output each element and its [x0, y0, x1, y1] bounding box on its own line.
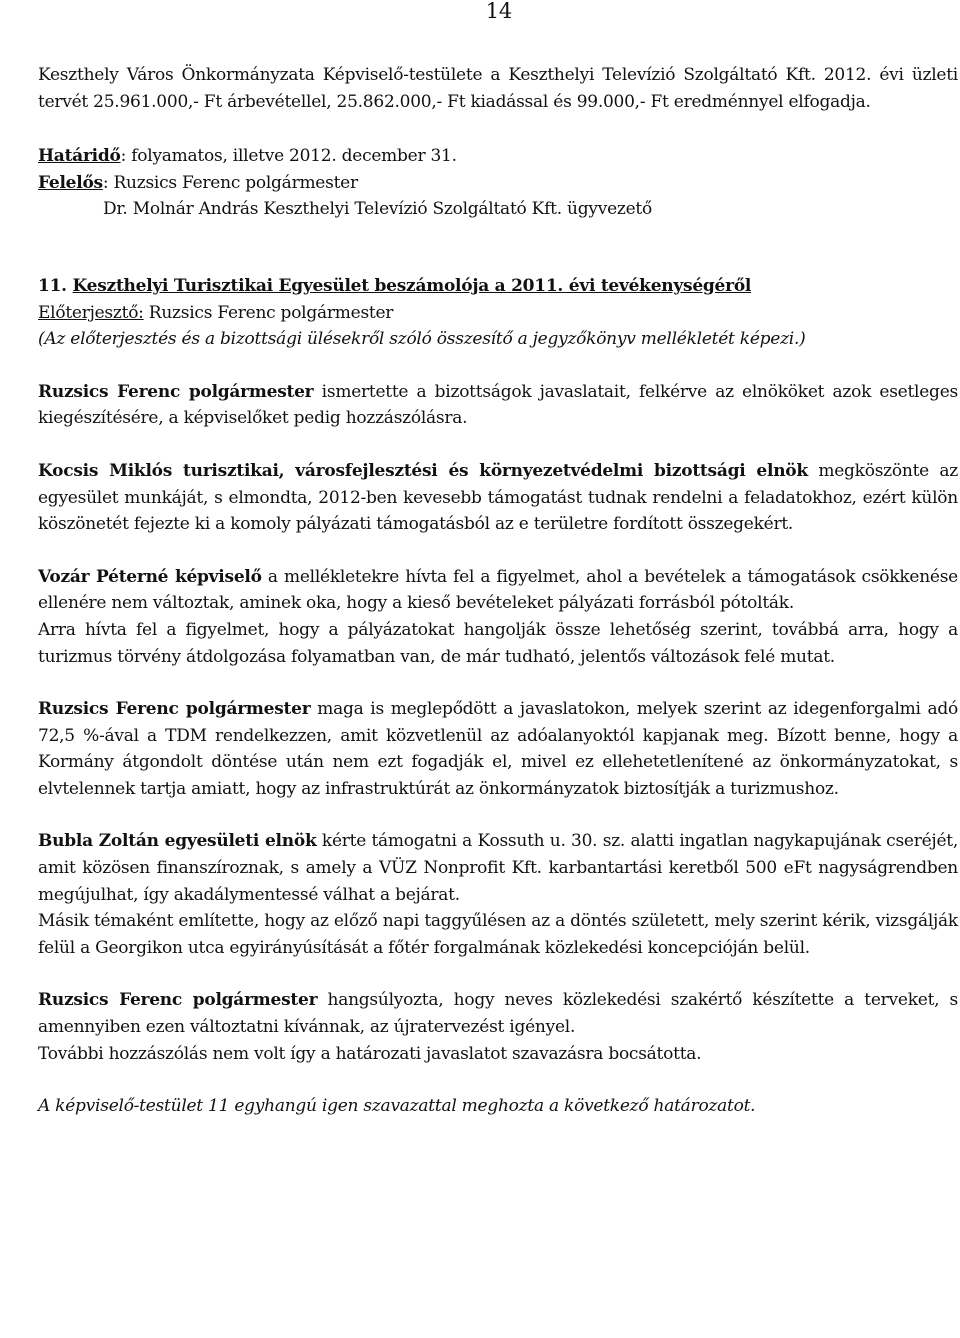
paragraph-text: megköszönte az egyesület munkáját, s elmondta, 2012-ben kevesebb támogatást tudnak rendelni a feladatokhoz, ezért külön köszönetét fejezte ki a komoly pályázati támogatásból az e területre fordított összegekért.	[38, 460, 958, 535]
paragraph-2	[38, 458, 958, 538]
paragraph-3-continuation: Arra hívta fel a figyelmet, hogy a pályázatokat hangolják össze lehetőség szerint, továbbá arra, hogy a turizmus törvény átdolgozása folyamatban van, de már tudható, jelentős változások felé mutat.	[38, 619, 958, 667]
paragraph-4	[38, 696, 958, 802]
closing-statement: A képviselő-testület 11 egyhangú igen szavazattal meghozta a következő határozatot.	[38, 1096, 756, 1117]
paragraph-5-continuation: Másik témaként említette, hogy az előző napi taggyűlésen az a döntés született, mely szerint kérik, vizsgálják felül a Georgikon utca egyirányúsítását a főtér forgalmának közlekedési koncepcióján belül.	[38, 911, 958, 958]
paragraph-6-continuation: További hozzászólás nem volt így a határozati javaslatot szavazásra bocsátotta.	[38, 1043, 702, 1064]
speaker-name: Ruzsics Ferenc polgármester	[38, 990, 318, 1011]
speaker-name: Ruzsics Ferenc polgármester	[38, 381, 314, 402]
paragraph-text: ismertette a bizottságok javaslatait, felkérve az elnököket azok esetleges kiegészítésére, a képviselőket pedig hozzászólásra.	[38, 381, 958, 429]
paragraph-3	[38, 564, 958, 617]
speaker-name: Kocsis Miklós turisztikai, városfejlesztési és környezetvédelmi bizottsági elnök	[38, 460, 808, 481]
speaker-name: Vozár Péterné képviselő	[38, 566, 262, 587]
paragraph-text: hangsúlyozta, hogy neves közlekedési szakértő készítette a terveket, s amennyiben ezen változtatni kívánnak, az újratervezést igényel.	[38, 990, 958, 1038]
presenter-label: Előterjesztő:	[38, 302, 144, 323]
agenda-title: Keszthelyi Turisztikai Egyesület beszámolója a 2011. évi tevékenységéről	[72, 275, 752, 296]
presenter-line	[38, 300, 958, 327]
speaker-name: Ruzsics Ferenc polgármester	[38, 699, 311, 720]
responsible-line	[38, 170, 958, 197]
agenda-number: 11.	[38, 275, 67, 296]
paragraph-1	[38, 379, 958, 432]
paragraph-6	[38, 987, 958, 1040]
deadline-value: : folyamatos, illetve 2012. december 31.	[120, 146, 457, 167]
presenter-value: Ruzsics Ferenc polgármester	[143, 302, 394, 323]
page-number: 14	[485, 0, 512, 23]
paragraph-5	[38, 828, 958, 908]
speaker-name: Bubla Zoltán egyesületi elnök	[38, 831, 317, 852]
deadline-label: Határidő	[38, 146, 121, 167]
responsible-label: Felelős	[38, 172, 103, 193]
responsible-value: : Ruzsics Ferenc polgármester	[102, 172, 358, 193]
agenda-heading	[38, 273, 958, 300]
document-body	[38, 62, 958, 1120]
responsible-second: Dr. Molnár András Keszthelyi Televízió Szolgáltató Kft. ügyvezető	[103, 199, 652, 220]
resolution-text: Keszthely Város Önkormányzata Képviselő-testülete a Keszthelyi Televízió Szolgáltató Kft. 2012. évi üzleti tervét 25.961.000,- Ft árbevétellel, 25.862.000,- Ft kiadással és 99.000,- Ft eredménnyel elfogadja.	[38, 65, 958, 112]
paragraph-text: kérte támogatni a Kossuth u. 30. sz. alatti ingatlan nagykapujának cseréjét, amit közösen finanszíroznak, s amely a VÜZ Nonprofit Kft. karbantartási keretből 500 eFt nagyságrendben megújulhat, így akadálymentessé válhat a bejárat.	[38, 831, 958, 905]
deadline-line	[38, 143, 958, 170]
agenda-note: (Az előterjesztés és a bizottsági ülésekről szóló összesítő a jegyzőkönyv mellékletét képezi.)	[38, 329, 806, 350]
paragraph-text: maga is meglepődött a javaslatokon, melyek szerint az idegenforgalmi adó 72,5 %-ával a TDM rendelkezzen, amit közvetlenül az adóalanyoktól kapjanak meg. Bízott benne, hogy a Kormány átgondolt döntése után nem ezt fogadják el, mivel ez ellehetetlenítené az önkormányzatokat, s elvtelennek tartja amiatt, hogy az infrastruktúrát az önkormányzatok biztosítják a turizmushoz.	[38, 699, 958, 799]
paragraph-text: a mellékletekre hívta fel a figyelmet, ahol a bevételek a támogatások csökkenése ellenére nem változtak, aminek oka, hogy a kieső bevételeket pályázati forrásból pótolták.	[38, 566, 958, 614]
